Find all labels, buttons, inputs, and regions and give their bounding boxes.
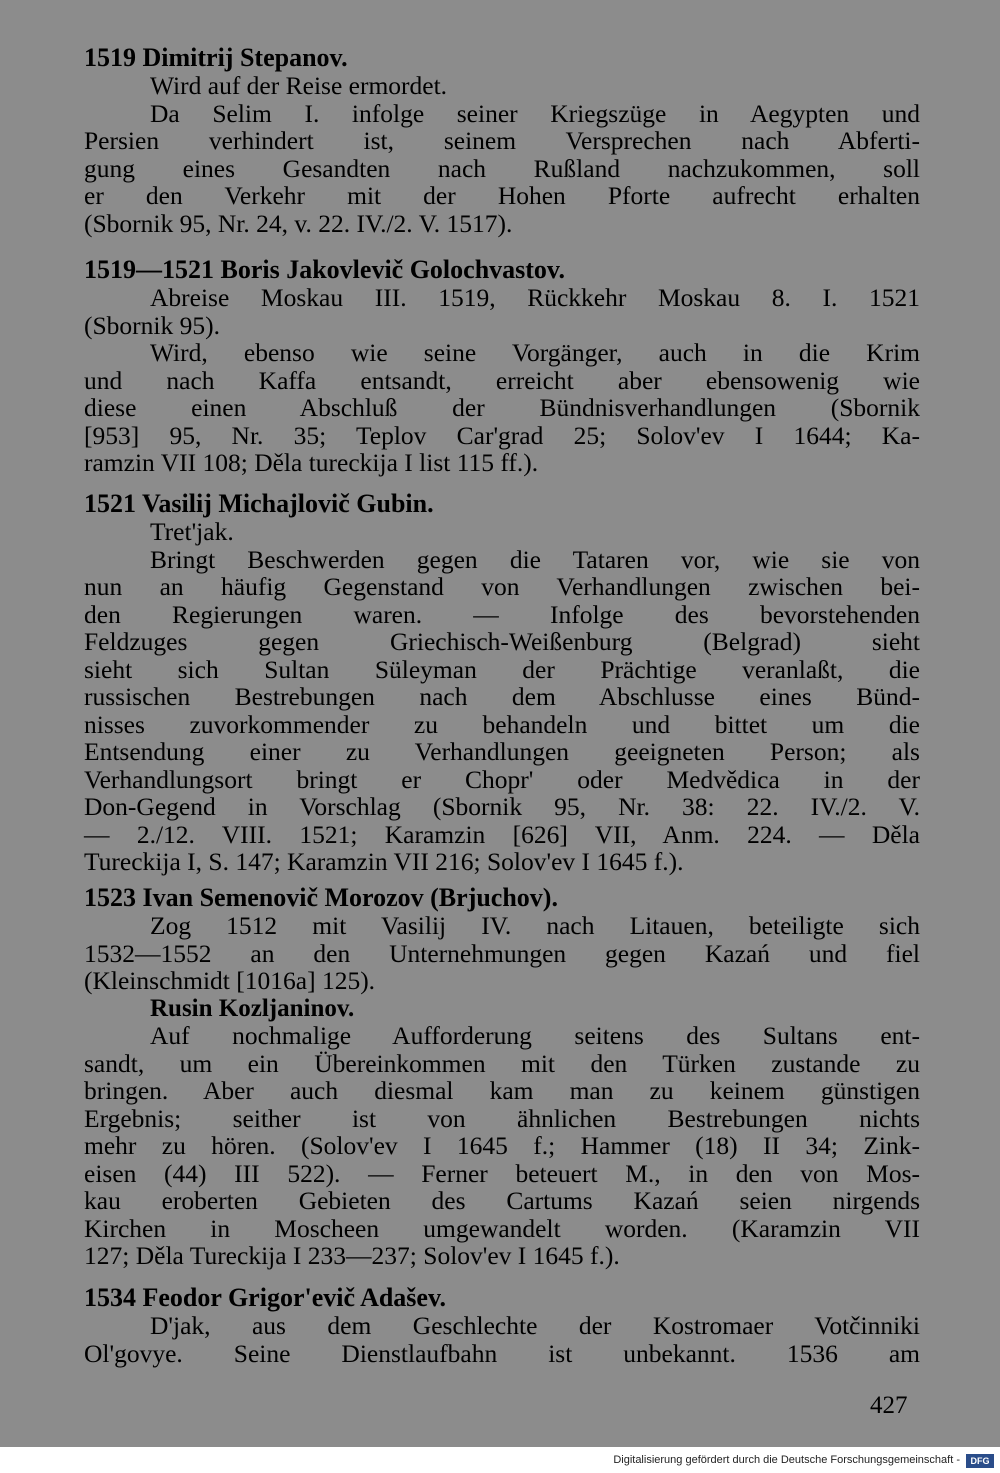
text-line: kau eroberten Gebieten des Cartums Kazań seien nirgends [84,1186,920,1215]
text-line: Ol'govye. Seine Dienstlaufbahn ist unbekannt. 1536 am [84,1338,920,1368]
entry-heading: 1519—1521 Boris Jakovlevič Golochvastov. [84,255,565,284]
entry-heading: 1521 Vasilij Michajlovič Gubin. [84,489,434,518]
text-line: Zog 1512 mit Vasilij IV. nach Litauen, beteiligte sich [150,911,920,940]
text-line: Wird, ebenso wie seine Vorgänger, auch in die Krim [150,338,920,367]
text-line: Entsendung einer zu Verhandlungen geeigneten Person; als [84,737,920,766]
text-line: sandt, um ein Übereinkommen mit den Türken zustande zu [84,1048,920,1078]
text-line: (Kleinschmidt [1016a] 125). [84,966,376,995]
dfg-logo: DFG [966,1454,994,1468]
text-line: Tureckija I, S. 147; Karamzin VII 216; Solov'ev I 1645 f.). [84,847,684,876]
text-line: Ergebnis; seither ist von ähnlichen Bestrebungen nichts [84,1103,920,1133]
entry-subheading: Rusin Kozljaninov. [150,994,355,1022]
entry-heading: 1523 Ivan Semenovič Morozov (Brjuchov). [84,883,558,912]
text-line: 127; Děla Tureckija I 233—237; Solov'ev I 1645 f.). [84,1241,620,1270]
text-line: Bringt Beschwerden gegen die Tataren vor, wie sie von [150,544,920,574]
text-line: Don-Gegend in Vorschlag (Sbornik 95, Nr. 38: 22. IV./2. V. [84,792,920,821]
text-line: den Regierungen waren. — Infolge des bevorstehenden [84,599,920,629]
text-line: Da Selim I. infolge seiner Kriegszüge in Aegypten und [150,98,920,128]
text-line: gung eines Gesandten nach Rußland nachzukommen, soll [84,153,920,183]
text-line: ramzin VII 108; Děla tureckija I list 115 ff.). [84,448,539,477]
text-line: er den Verkehr mit der Hohen Pforte aufrecht erhalten [84,181,920,210]
text-line: Persien verhindert ist, seinem Versprechen nach Abferti- [84,126,920,155]
page-number: 427 [870,1392,908,1419]
text-line: bringen. Aber auch diesmal kam man zu keinem günstigen [84,1076,920,1105]
text-line: russischen Bestrebungen nach dem Abschlusse eines Bünd- [84,682,920,711]
entry-heading: 1534 Feodor Grigor'evič Adašev. [84,1283,447,1312]
text-line: 1532—1552 an den Unternehmungen gegen Kazań und fiel [84,938,920,968]
entry-1519-stepanov [84,44,920,237]
text-line: Auf nochmalige Aufforderung seitens des Sultans ent- [150,1021,920,1050]
text-line: Feldzuges gegen Griechisch-Weißenburg (Belgrad) sieht [84,627,920,656]
text-line: und nach Kaffa entsandt, erreicht aber ebensowenig wie [84,365,920,395]
text-line: nun an häufig Gegenstand von Verhandlungen zwischen bei- [84,572,920,601]
text-line: mehr zu hören. (Solov'ev I 1645 f.; Hammer (18) II 34; Zink- [84,1131,920,1160]
entry-1519-1521-golochvastov [84,256,920,477]
text-line: Tret'jak. [150,517,234,546]
text-line: D'jak, aus dem Geschlechte der Kostromaer Votčinniki [150,1311,920,1340]
text-line: — 2./12. VIII. 1521; Karamzin [626] VII, Anm. 224. — Děla [84,819,920,849]
text-line: sieht sich Sultan Süleyman der Prächtige veranlaßt, die [84,654,920,684]
text-line: Kirchen in Moscheen umgewandelt worden. (Karamzin VII [84,1213,920,1243]
text-line: diese einen Abschluß der Bündnisverhandlungen (Sbornik [84,393,920,422]
entry-1521-gubin [84,490,920,876]
text-line: nisses zuvorkommender zu behandeln und bittet um die [84,709,920,739]
text-line: Verhandlungsort bringt er Chopr' oder Medvědica in der [84,764,920,794]
entry-1534-adasev [84,1284,920,1367]
entry-1523-morozov [84,884,920,1270]
text-line: (Sbornik 95, Nr. 24, v. 22. IV./2. V. 1517). [84,208,513,238]
footer-credit: Digitalisierung gefördert durch die Deutsche Forschungsgemeinschaft - [613,1454,960,1466]
text-line: [953] 95, Nr. 35; Teplov Car'grad 25; Solov'ev I 1644; Ka- [84,420,920,450]
text-line: Abreise Moskau III. 1519, Rückkehr Moskau 8. I. 1521 [150,283,920,312]
entry-heading: 1519 Dimitrij Stepanov. [84,43,348,72]
text-line: eisen (44) III 522). — Ferner beteuert M., in den von Mos- [84,1158,920,1188]
digitization-footer [0,1447,1000,1473]
text-line: Wird auf der Reise ermordet. [150,71,448,100]
text-line: (Sbornik 95). [84,310,220,340]
